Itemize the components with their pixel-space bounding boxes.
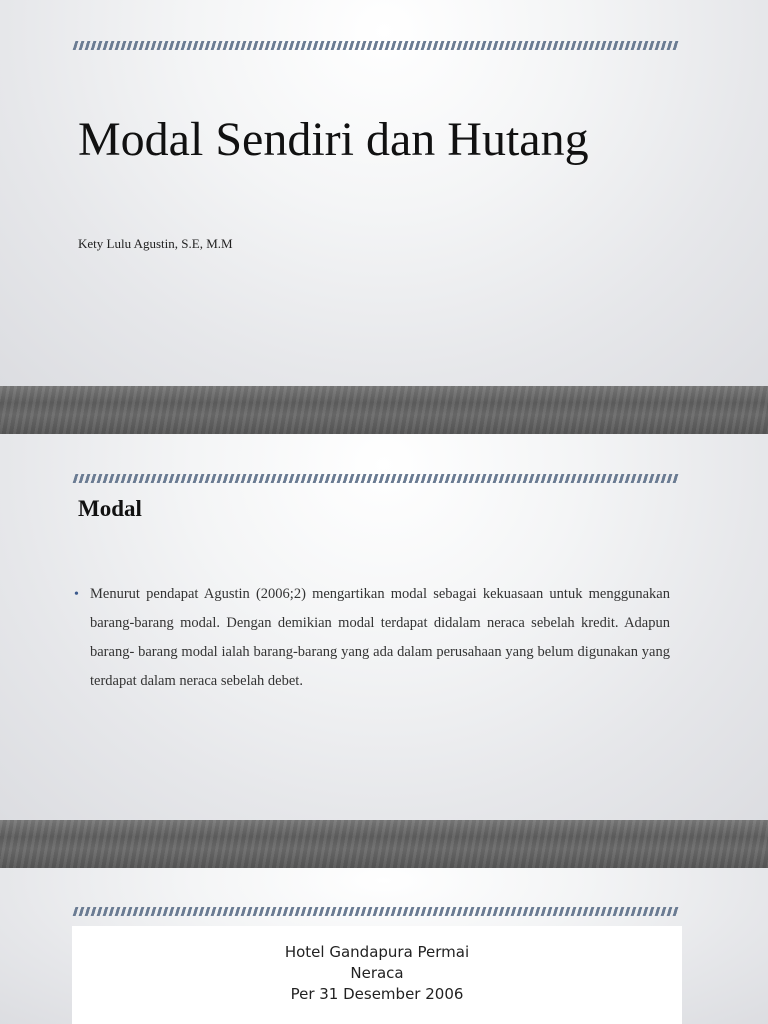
balance-sheet-table (72, 926, 682, 1024)
decorative-stripe (73, 41, 680, 50)
bullet-icon: • (74, 587, 79, 602)
slide-subtitle: Kety Lulu Agustin, S.E, M.M (78, 236, 233, 251)
table-title-line: Hotel Gandapura Permai (284, 943, 470, 961)
bullet-item (74, 580, 670, 696)
slide-heading: Modal (78, 496, 142, 521)
table-title-line: Neraca (350, 964, 404, 982)
bullet-text: Menurut pendapat Agustin (2006;2) mengartikan modal sebagai kekuasaan untuk menggunakan barang-barang modal. Dengan demikian modal terdapat didalam neraca sebelah kredit. Adapun barang- barang modal ialah barang-barang yang ada dalam perusahaan yang belum digunakan yang terdapat dalam neraca sebelah debet. (90, 586, 670, 689)
slide-title (0, 0, 768, 386)
slide-title-text: Modal Sendiri dan Hutang (78, 113, 589, 166)
slide-divider-floor (0, 386, 768, 434)
decorative-stripe (73, 907, 680, 916)
table-title (72, 926, 682, 1005)
table-title-line: Per 31 Desember 2006 (290, 985, 464, 1003)
slide-divider-floor (0, 820, 768, 868)
decorative-stripe (73, 474, 680, 483)
